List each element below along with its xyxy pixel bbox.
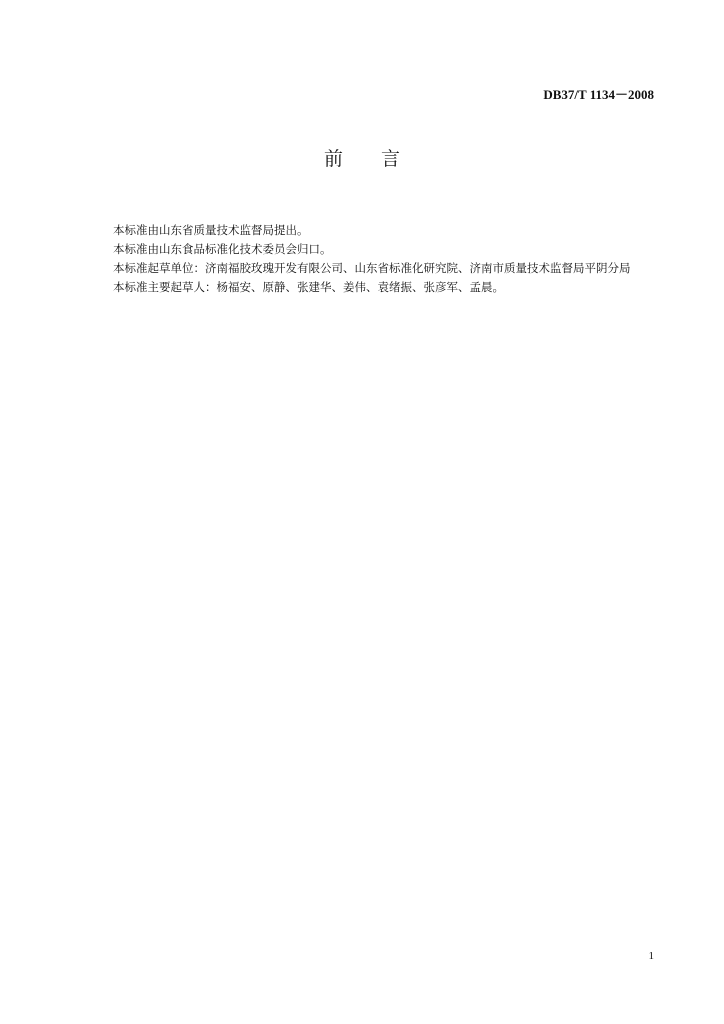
page-title: 前 言 xyxy=(323,148,400,170)
page-number: 1 xyxy=(648,950,654,962)
paragraph-drafters: 本标准主要起草人：杨福安、原静、张建华、姜伟、袁绪振、张彦军、孟晨。 xyxy=(113,280,504,294)
paragraph-centralized: 本标准由山东食品标准化技术委员会归口。 xyxy=(113,242,332,256)
paragraph-drafting-units: 本标准起草单位：济南福胶玫瑰开发有限公司、山东省标准化研究院、济南市质量技术监督局平阴分局 xyxy=(113,261,631,275)
standard-code: DB37/T 1134－2008 xyxy=(543,87,654,102)
paragraph-proposer: 本标准由山东省质量技术监督局提出。 xyxy=(113,223,309,237)
foreword-body xyxy=(86,221,658,297)
